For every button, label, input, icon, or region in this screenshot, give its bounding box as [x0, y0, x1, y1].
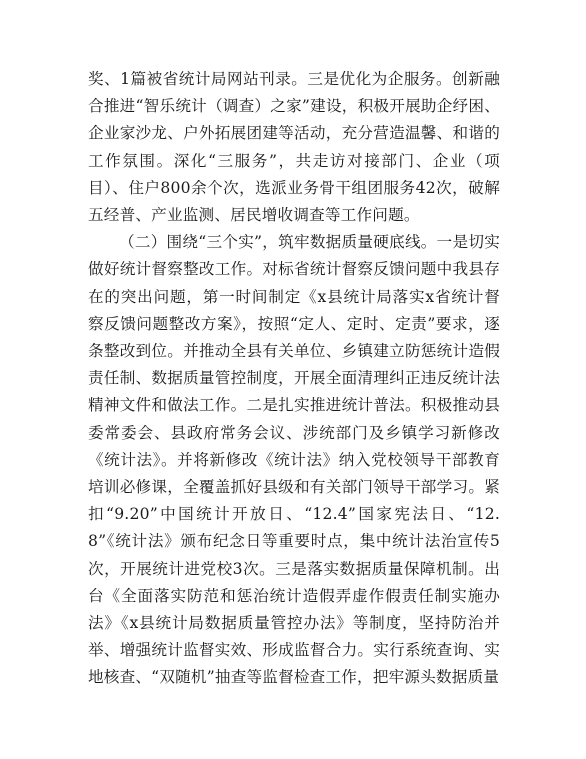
- document-body: [88, 66, 500, 692]
- paragraph-data-quality: （二）围绕“三个实”，筑牢数据质量硬底线。一是切实做好统计督察整改工作。对标省统计督察反馈问题中我县存在的突出问题，第一时间制定《x县统计局落实x省统计督察反馈问题整改方案》，按照“定人、定时、定责”要求，逐条整改到位。并推动全县有关单位、乡镇建立防惩统计造假责任制、数据质量管控制度，开展全面清理纠正违反统计法精神文件和做法工作。二是扎实推进统计普法。积极推动县委常委会、县政府常务会议、涉统部门及乡镇学习新修改《统计法》。并将新修改《统计法》纳入党校领导干部教育培训必修课，全覆盖抓好县级和有关部门领导干部学习。紧扣“9.20”中国统计开放日、“12.4”国家宪法日、“12.8”《统计法》颁布纪念日等重要时点，集中统计法治宣传5次，开展统计进党校3次。三是落实数据质量保障机制。出台《全面落实防范和惩治统计造假弄虚作假责任制实施办法》《x县统计局数据质量管控办法》等制度，坚持防治并举、增强统计监督实效、形成监督合力。实行系统查询、实地核查、“双随机”抽查等监督检查工作，把牢源头数据质量: [88, 233, 500, 687]
- paragraph-service: 奖、1篇被省统计局网站刊录。三是优化为企服务。创新融合推进“智乐统计（调查）之家”建设，积极开展助企纾困、企业家沙龙、户外拓展团建等活动，充分营造温馨、和谐的工作氛围。深化“三服务”，共走访对接部门、企业（项目）、住户800余个次，选派业务骨干组团服务42次，破解五经普、产业监测、居民增收调查等工作问题。: [88, 70, 500, 225]
